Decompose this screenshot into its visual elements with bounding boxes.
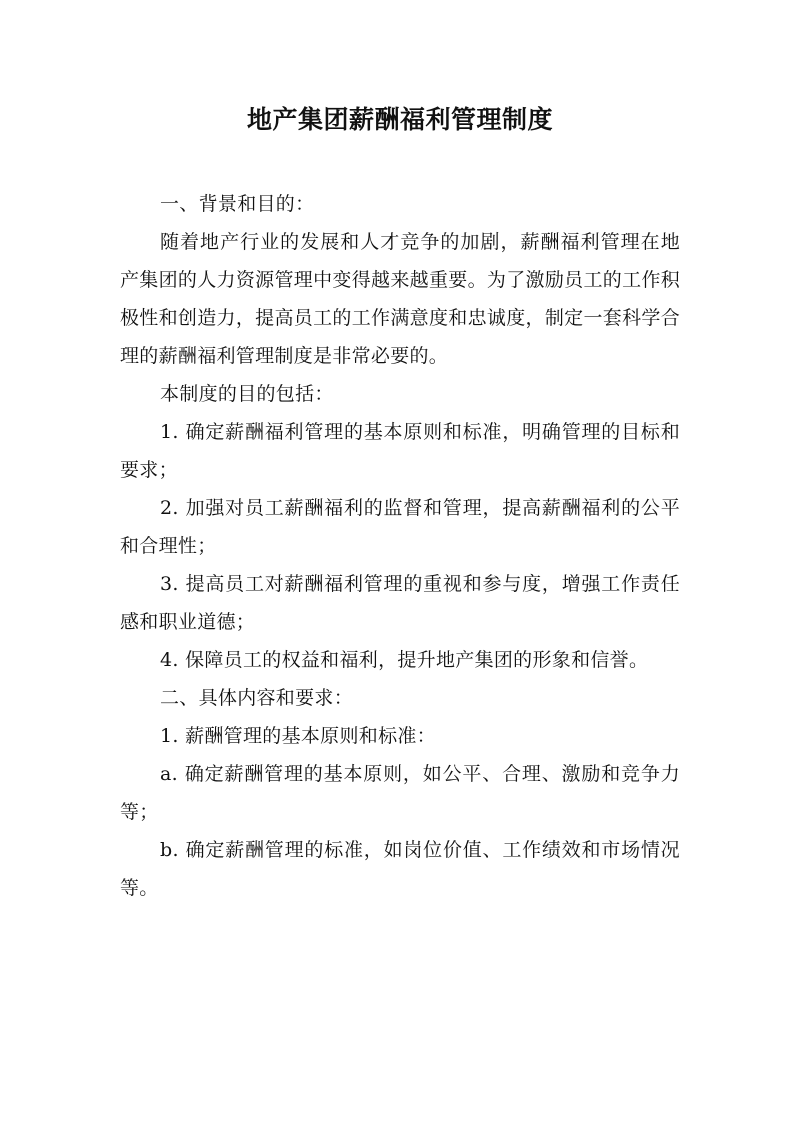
document-body	[120, 185, 680, 907]
list-item-purpose-1: 1. 确定薪酬福利管理的基本原则和标准，明确管理的目标和要求；	[120, 421, 680, 481]
paragraph-background: 随着地产行业的发展和人才竞争的加剧，薪酬福利管理在地产集团的人力资源管理中变得越来越重要。为了激励员工的工作积极性和创造力，提高员工的工作满意度和忠诚度，制定一套科学合理的薪酬福利管理制度是非常必要的。	[120, 231, 680, 367]
list-item-salary-b: b. 确定薪酬管理的标准，如岗位价值、工作绩效和市场情况等。	[120, 839, 680, 899]
section-heading-content: 二、具体内容和要求：	[160, 687, 354, 709]
list-item-purpose-3: 3. 提高员工对薪酬福利管理的重视和参与度，增强工作责任感和职业道德；	[120, 573, 680, 633]
section-heading-background: 一、背景和目的：	[160, 193, 315, 215]
paragraph-purpose-intro: 本制度的目的包括：	[160, 383, 334, 405]
list-item-purpose-2: 2. 加强对员工薪酬福利的监督和管理，提高薪酬福利的公平和合理性；	[120, 497, 680, 557]
subsection-heading-salary: 1. 薪酬管理的基本原则和标准：	[160, 725, 436, 747]
list-item-purpose-4: 4. 保障员工的权益和福利，提升地产集团的形象和信誉。	[160, 649, 649, 671]
document-title: 地产集团薪酬福利管理制度	[246, 105, 553, 134]
list-item-salary-a: a. 确定薪酬管理的基本原则，如公平、合理、激励和竞争力等；	[120, 763, 680, 823]
